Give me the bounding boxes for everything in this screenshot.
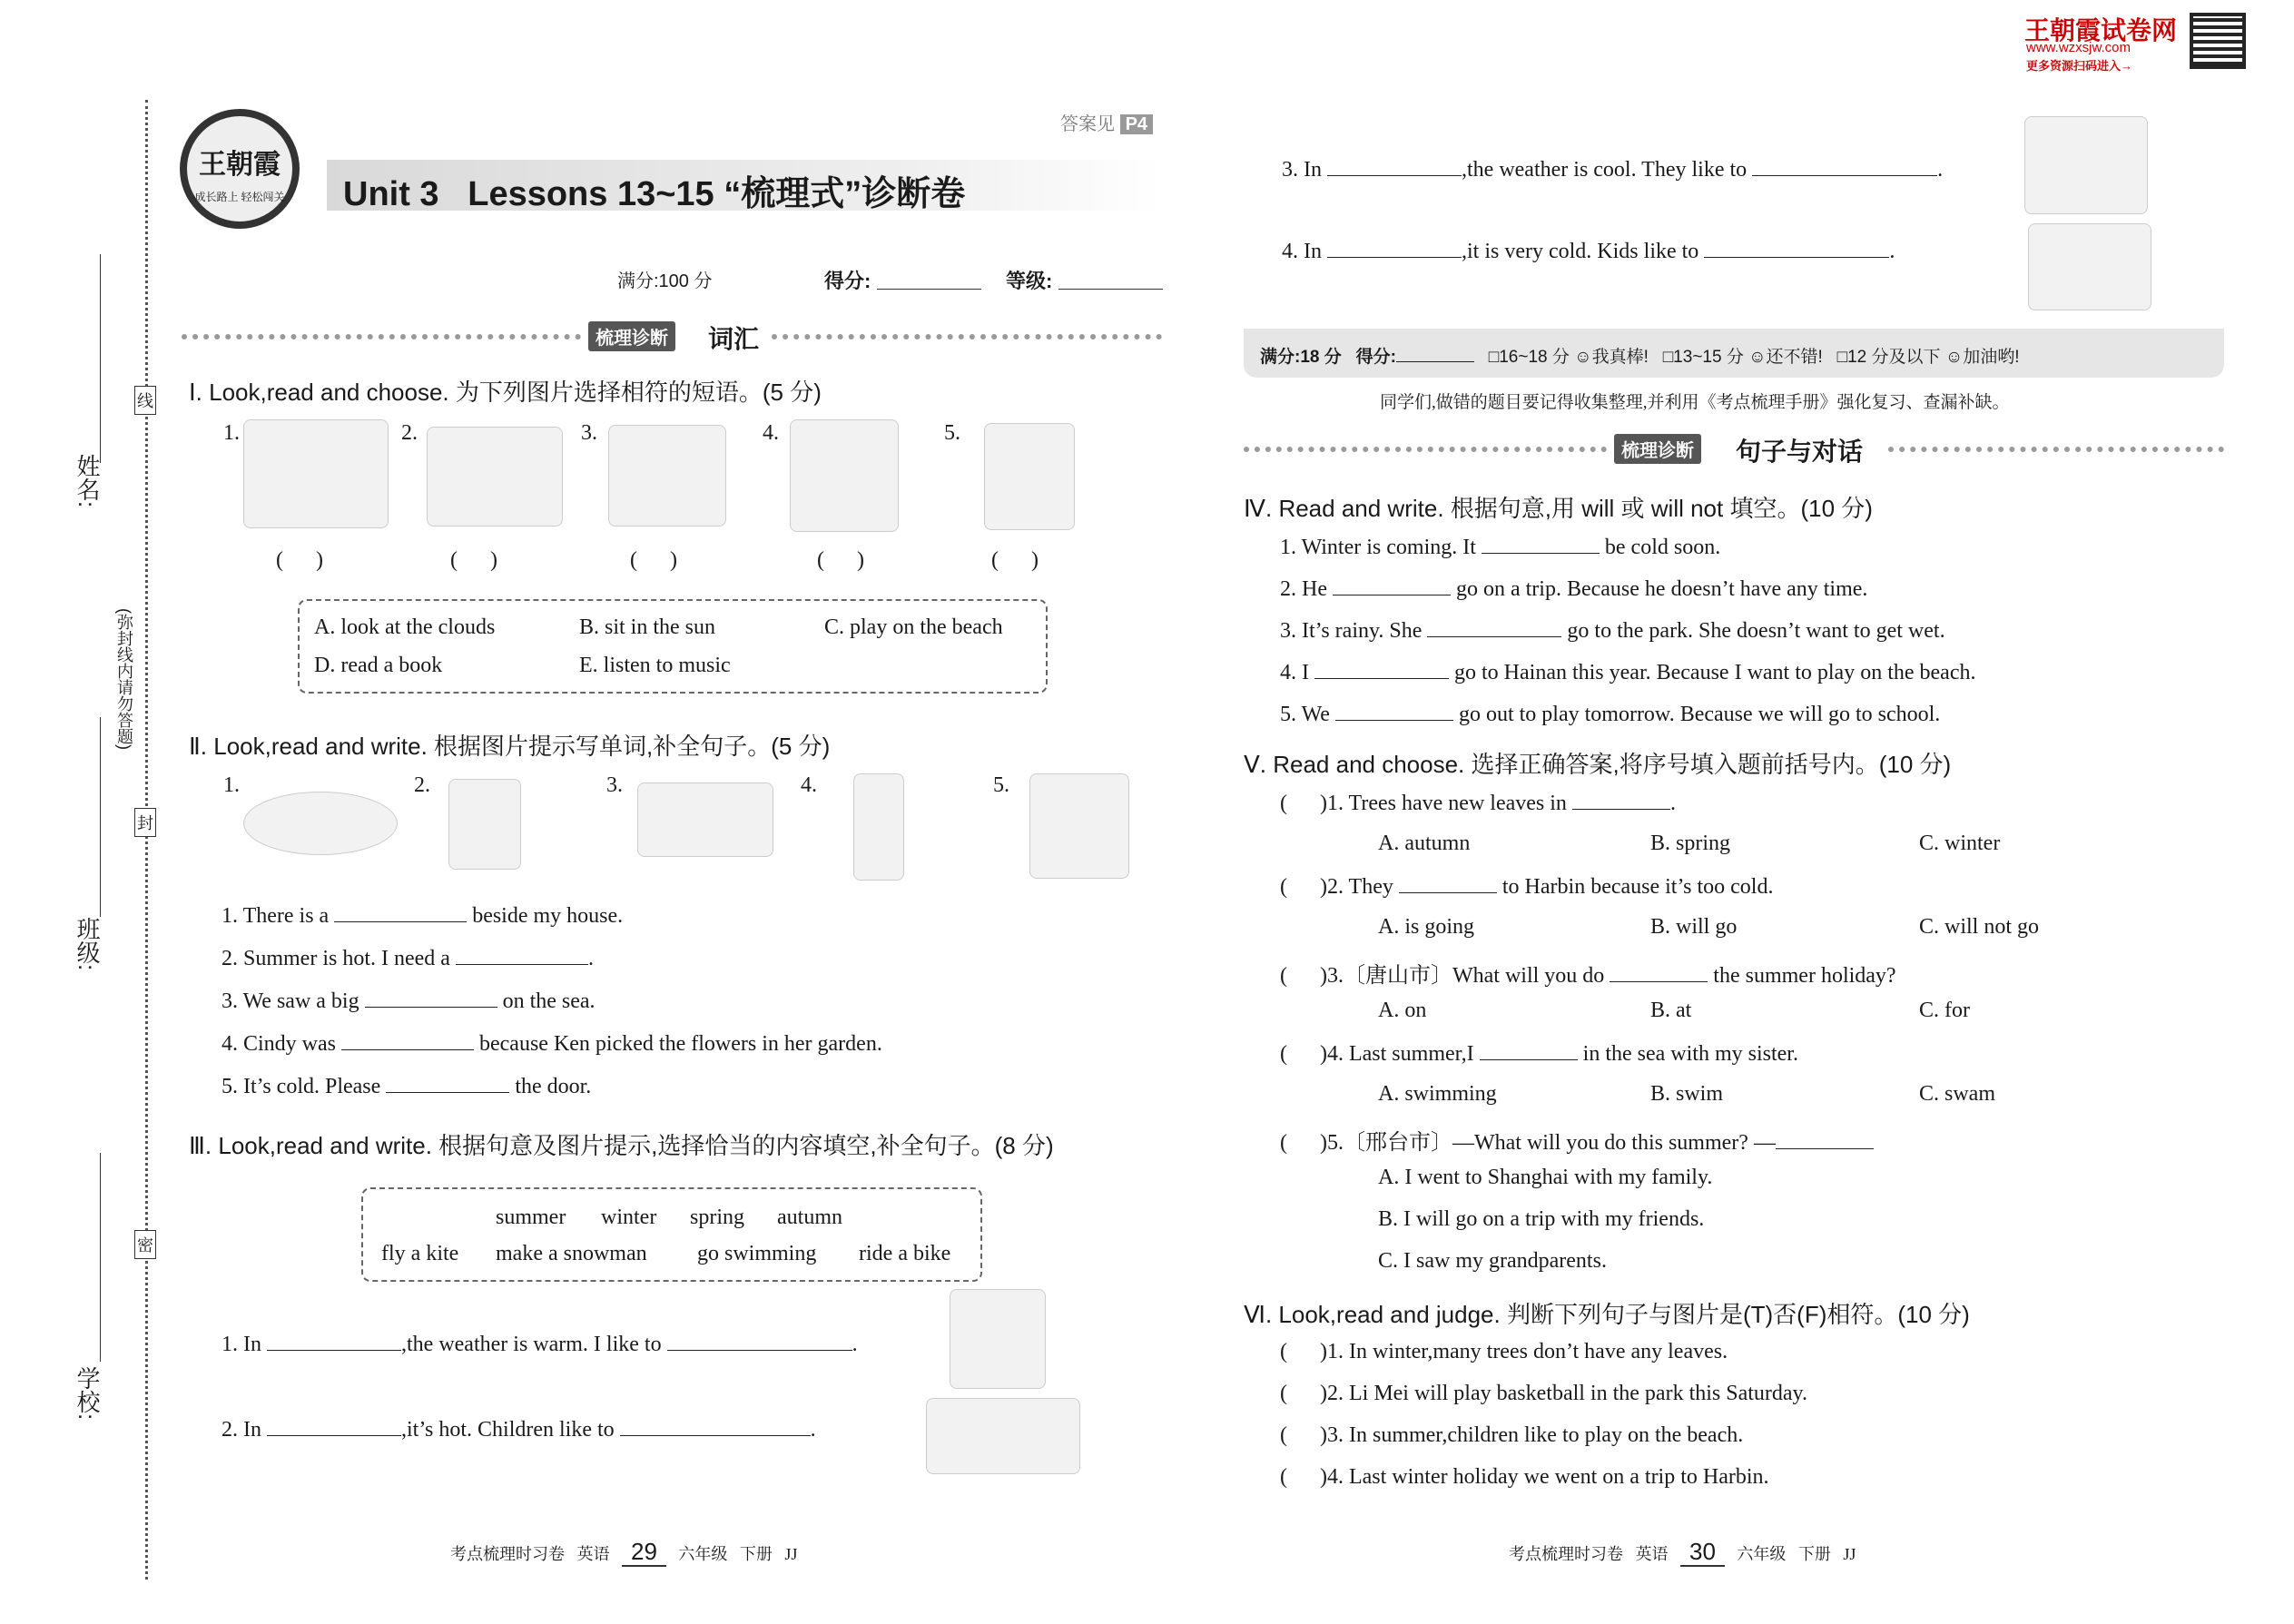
s6-item-3 bbox=[1280, 1423, 1743, 1448]
s5-q3-opt-c: C. for bbox=[1919, 999, 1970, 1022]
footer-right-grade: 六年级 bbox=[1737, 1545, 1787, 1563]
vocab-divider-right bbox=[772, 334, 1162, 340]
s2-item-3-b: on the sea. bbox=[502, 989, 596, 1013]
s1-answer-5[interactable]: ( ) bbox=[991, 548, 1039, 572]
s3-item-3-c: . bbox=[1937, 158, 1944, 182]
s4-item-3 bbox=[1280, 617, 1945, 644]
logo-subtext: 成长路上 轻松闯关 bbox=[194, 191, 285, 203]
s5-q1-opt-b: B. spring bbox=[1650, 832, 1731, 855]
s2-item-2 bbox=[222, 945, 594, 971]
s2-item-4-b: because Ken picked the flowers in her garden. bbox=[479, 1032, 882, 1056]
s5-q5-opt-b: B. I will go on a trip with my friends. bbox=[1378, 1207, 1705, 1231]
s3-word-box bbox=[361, 1187, 982, 1282]
grade-label: 等级: bbox=[1006, 270, 1053, 292]
s1-answer-1[interactable]: ( ) bbox=[276, 548, 323, 572]
footer-right-book: 考点梳理时习卷 bbox=[1509, 1545, 1623, 1563]
tier-2-label[interactable]: □13~15 分 bbox=[1662, 348, 1744, 367]
s4-item-4-a: 4. I bbox=[1280, 661, 1309, 684]
s4-item-2 bbox=[1280, 576, 1867, 602]
s3-blank-1b[interactable] bbox=[667, 1331, 852, 1351]
angry-girl-picture bbox=[853, 773, 904, 881]
s1-option-e: E. listen to music bbox=[579, 654, 731, 677]
s2-num-5: 5. bbox=[993, 773, 1009, 797]
answer-page-badge: P4 bbox=[1120, 114, 1153, 134]
s5-q3-a: 3.〔唐山市〕What will you do bbox=[1326, 964, 1605, 988]
s5-q5-opt-a: A. I went to Shanghai with my family. bbox=[1378, 1166, 1713, 1189]
name-line bbox=[100, 254, 101, 463]
s3-word-winter: winter bbox=[601, 1206, 657, 1229]
s2-item-3-a: 3. We saw a big bbox=[222, 989, 359, 1013]
score-bar-note: 同学们,做错的题目要记得收集整理,并利用《考点梳理手册》强化复习、查漏补缺。 bbox=[1380, 393, 2010, 412]
s3-word-spring: spring bbox=[690, 1206, 744, 1229]
s5-q1-b: . bbox=[1669, 792, 1676, 815]
s2-num-2: 2. bbox=[414, 773, 430, 797]
s6-paren-2[interactable]: ( ) bbox=[1280, 1382, 1327, 1405]
s4-blank-4[interactable] bbox=[1314, 659, 1449, 679]
s3-item-1-b: ,the weather is warm. I like to bbox=[401, 1333, 662, 1356]
brand-logo: 王朝霞试卷网 bbox=[2024, 16, 2178, 44]
bike-picture bbox=[950, 1289, 1046, 1389]
s5-paren-2[interactable]: ( ) bbox=[1280, 875, 1327, 899]
s4-blank-3[interactable] bbox=[1427, 617, 1561, 637]
s2-num-3: 3. bbox=[606, 773, 623, 797]
s4-item-5-a: 5. We bbox=[1280, 703, 1330, 726]
s5-q1-a: 1. Trees have new leaves in bbox=[1326, 792, 1567, 815]
s6-paren-4[interactable]: ( ) bbox=[1280, 1465, 1327, 1489]
s4-item-3-b: go to the park. She doesn’t want to get wet. bbox=[1567, 619, 1945, 643]
s6-item-4 bbox=[1280, 1465, 1769, 1490]
logo-text: 王朝霞 bbox=[199, 150, 281, 180]
section-3-title: Ⅲ. Look,read and write. 根据句意及图片提示,选择恰当的内容填空,补全句子。(8 分) bbox=[189, 1132, 1054, 1159]
s6-item-2 bbox=[1280, 1382, 1807, 1406]
brand-url: www.wzxsjw.com bbox=[2026, 40, 2132, 55]
tier-3-label[interactable]: □12 分及以下 bbox=[1836, 348, 1941, 367]
s5-q3-b: the summer holiday? bbox=[1713, 964, 1896, 988]
s5-blank-3[interactable] bbox=[1610, 962, 1708, 982]
music-picture bbox=[608, 425, 726, 527]
s5-q4-opt-a: A. swimming bbox=[1378, 1082, 1497, 1106]
s5-q4-opt-b: B. swim bbox=[1650, 1082, 1724, 1106]
s1-option-a: A. look at the clouds bbox=[314, 615, 496, 639]
s5-q3-opt-b: B. at bbox=[1650, 999, 1692, 1022]
sentence-title: 句子与对话 bbox=[1736, 438, 1864, 466]
school-line bbox=[100, 1153, 101, 1362]
footer-right-term: 下册 bbox=[1797, 1545, 1831, 1563]
qr-code-icon bbox=[2190, 13, 2246, 69]
s3-blank-2a[interactable] bbox=[267, 1416, 401, 1436]
s2-blank-3[interactable] bbox=[365, 988, 497, 1008]
full-score: 满分:100 分 bbox=[617, 271, 713, 291]
s3-item-3-a: 3. In bbox=[1282, 158, 1322, 182]
s2-num-4: 4. bbox=[801, 773, 817, 797]
s1-answer-3[interactable]: ( ) bbox=[630, 548, 677, 572]
ship-picture bbox=[637, 782, 773, 857]
smile-icon: ☺ bbox=[1574, 348, 1592, 367]
seal-mark-3: 密 bbox=[134, 1230, 156, 1259]
s2-num-1: 1. bbox=[223, 773, 240, 797]
s2-item-5-b: the door. bbox=[515, 1075, 592, 1098]
s2-item-5 bbox=[222, 1073, 591, 1099]
score-bar-row bbox=[1260, 343, 2020, 368]
s5-q1-opt-c: C. winter bbox=[1919, 832, 2001, 855]
s5-paren-1[interactable]: ( ) bbox=[1280, 792, 1327, 815]
logo-emblem bbox=[180, 109, 300, 229]
s5-q1-opt-a: A. autumn bbox=[1378, 832, 1471, 855]
seal-mark-1: 线 bbox=[134, 386, 156, 415]
snowman-picture bbox=[2028, 223, 2151, 310]
s5-q1 bbox=[1280, 790, 1676, 816]
s4-blank-5[interactable] bbox=[1335, 701, 1453, 721]
s3-item-2 bbox=[222, 1416, 816, 1442]
s2-item-3 bbox=[222, 988, 596, 1014]
footer-left-grade: 六年级 bbox=[678, 1545, 728, 1563]
s3-item-2-b: ,it’s hot. Children like to bbox=[401, 1418, 615, 1442]
s1-num-5: 5. bbox=[944, 421, 960, 445]
s4-item-5-b: go out to play tomorrow. Because we will go to school. bbox=[1458, 703, 1941, 726]
vocab-badge: 梳理诊断 bbox=[588, 321, 675, 351]
seal-note: (弥封线内请勿答题) bbox=[115, 608, 133, 750]
swimming-picture bbox=[926, 1398, 1080, 1474]
s2-item-4 bbox=[222, 1030, 882, 1057]
s5-blank-1[interactable] bbox=[1572, 790, 1670, 810]
tier-3-text: 加油哟! bbox=[1963, 348, 2020, 367]
beach-picture bbox=[243, 419, 389, 528]
section-1-title: Ⅰ. Look,read and choose. 为下列图片选择相符的短语。(5 分) bbox=[189, 379, 822, 406]
s4-item-2-a: 2. He bbox=[1280, 577, 1327, 601]
s5-q2-a: 2. They bbox=[1326, 875, 1393, 899]
tier-2-text: 还不错! bbox=[1766, 348, 1823, 367]
s5-q4-b: in the sea with my sister. bbox=[1582, 1042, 1798, 1066]
answer-ref bbox=[1060, 109, 1153, 135]
s2-blank-5[interactable] bbox=[386, 1073, 509, 1093]
class-line bbox=[100, 717, 101, 917]
s5-blank-4[interactable] bbox=[1480, 1040, 1578, 1060]
lake-picture bbox=[243, 792, 398, 855]
s5-q4-opt-c: C. swam bbox=[1919, 1082, 1995, 1106]
s2-blank-2[interactable] bbox=[456, 945, 588, 965]
s5-q2-b: to Harbin because it’s too cold. bbox=[1501, 875, 1774, 899]
page-number-right: 30 bbox=[1680, 1538, 1725, 1567]
section-6-title: Ⅵ. Look,read and judge. 判断下列句子与图片是(T)否(F)相符。(10 分) bbox=[1244, 1301, 1970, 1328]
s1-answer-4[interactable]: ( ) bbox=[817, 548, 864, 572]
s3-item-2-a: 2. In bbox=[222, 1418, 261, 1442]
s4-item-3-a: 3. It’s rainy. She bbox=[1280, 619, 1423, 643]
s5-blank-2[interactable] bbox=[1399, 873, 1497, 893]
s3-word-autumn: autumn bbox=[777, 1206, 842, 1229]
footer-left-book: 考点梳理时习卷 bbox=[450, 1545, 565, 1563]
s5-paren-5[interactable]: ( ) bbox=[1280, 1131, 1327, 1155]
s1-num-2: 2. bbox=[401, 421, 418, 445]
s1-num-4: 4. bbox=[763, 421, 779, 445]
s4-item-1-b: be cold soon. bbox=[1604, 536, 1721, 559]
s5-q2-opt-a: A. is going bbox=[1378, 915, 1475, 939]
s3-item-4-a: 4. In bbox=[1282, 240, 1322, 263]
sentence-divider-right bbox=[1888, 447, 2224, 452]
s2-item-2-a: 2. Summer is hot. I need a bbox=[222, 947, 450, 970]
s4-blank-1[interactable] bbox=[1482, 534, 1600, 554]
vocab-divider-left bbox=[182, 334, 581, 340]
s2-item-2-b: . bbox=[587, 947, 594, 970]
s6-item-4-text: 4. Last winter holiday we went on a trip to Harbin. bbox=[1326, 1465, 1769, 1489]
s2-blank-4[interactable] bbox=[341, 1030, 474, 1050]
s5-q5 bbox=[1280, 1124, 1874, 1156]
kite-picture bbox=[2024, 116, 2148, 214]
s5-q2 bbox=[1280, 873, 1773, 900]
sun-picture bbox=[790, 419, 899, 532]
clouds-picture bbox=[427, 427, 563, 527]
s2-item-1-b: beside my house. bbox=[472, 904, 624, 928]
s3-item-4-b: ,it is very cold. Kids like to bbox=[1462, 240, 1699, 263]
score-bar-full: 满分:18 分 bbox=[1260, 348, 1342, 367]
fan-picture bbox=[448, 779, 521, 870]
s2-item-4-a: 4. Cindy was bbox=[222, 1032, 336, 1056]
tier-1-label[interactable]: □16~18 分 bbox=[1488, 348, 1570, 367]
s3-word-swimming: go swimming bbox=[697, 1242, 817, 1265]
vocab-title: 词汇 bbox=[708, 325, 760, 353]
s5-q3-opt-a: A. on bbox=[1378, 999, 1427, 1022]
sentence-divider-left bbox=[1244, 447, 1607, 452]
s3-item-3 bbox=[1282, 156, 1943, 182]
s5-q5-opt-c: C. I saw my grandparents. bbox=[1378, 1249, 1607, 1273]
s3-word-summer: summer bbox=[496, 1206, 566, 1229]
s3-blank-1a[interactable] bbox=[267, 1331, 401, 1351]
door-picture bbox=[1029, 773, 1129, 879]
footer-left-subject: 英语 bbox=[576, 1545, 610, 1563]
score-bar-score: 得分: bbox=[1355, 348, 1396, 367]
book-picture bbox=[984, 423, 1075, 530]
school-label: 学校: bbox=[74, 1366, 101, 1421]
section-5-title: Ⅴ. Read and choose. 选择正确答案,将序号填入题前括号内。(10 分) bbox=[1244, 751, 1952, 778]
s3-item-1 bbox=[222, 1331, 858, 1357]
s1-num-1: 1. bbox=[223, 421, 240, 445]
s6-item-1-text: 1. In winter,many trees don’t have any leaves. bbox=[1326, 1340, 1728, 1363]
score-line bbox=[877, 289, 981, 290]
s5-q2-opt-b: B. will go bbox=[1650, 915, 1738, 939]
class-label: 班级: bbox=[74, 917, 101, 971]
s6-item-3-text: 3. In summer,children like to play on the beach. bbox=[1326, 1423, 1744, 1447]
section-4-title: Ⅳ. Read and write. 根据句意,用 will 或 will not 填空。(10 分) bbox=[1244, 495, 1873, 522]
score-label: 得分: bbox=[824, 270, 871, 292]
s5-q3 bbox=[1280, 957, 1896, 989]
s3-blank-4b[interactable] bbox=[1704, 238, 1889, 258]
footer-left-term: 下册 bbox=[739, 1545, 773, 1563]
score-bar-blank[interactable] bbox=[1396, 348, 1474, 362]
s5-q4 bbox=[1280, 1040, 1798, 1067]
s5-blank-5[interactable] bbox=[1776, 1129, 1874, 1149]
s3-item-2-c: . bbox=[810, 1418, 816, 1442]
footer-right bbox=[1509, 1538, 1856, 1566]
s2-blank-1[interactable] bbox=[334, 902, 467, 922]
footer-right-subject: 英语 bbox=[1635, 1545, 1669, 1563]
content-face-icon: ☺ bbox=[1748, 348, 1767, 367]
s1-answer-2[interactable]: ( ) bbox=[450, 548, 497, 572]
sentence-badge: 梳理诊断 bbox=[1614, 434, 1701, 464]
footer-left-edition: JJ bbox=[784, 1545, 798, 1563]
s3-item-1-c: . bbox=[852, 1333, 858, 1356]
s3-word-fly-kite: fly a kite bbox=[381, 1242, 459, 1265]
s1-num-3: 3. bbox=[581, 421, 597, 445]
s4-item-4 bbox=[1280, 659, 1976, 685]
footer-right-edition: JJ bbox=[1843, 1545, 1856, 1563]
s3-item-4-c: . bbox=[1889, 240, 1895, 263]
s3-blank-3b[interactable] bbox=[1752, 156, 1937, 176]
s3-word-bike: ride a bike bbox=[859, 1242, 951, 1265]
s3-word-snowman: make a snowman bbox=[496, 1242, 647, 1265]
name-label: 姓名: bbox=[74, 454, 101, 508]
brand-sub: 更多资源扫码进入→ bbox=[2026, 59, 2133, 73]
s4-item-1-a: 1. Winter is coming. It bbox=[1280, 536, 1476, 559]
tier-1-text: 我真棒! bbox=[1591, 348, 1649, 367]
s4-blank-2[interactable] bbox=[1333, 576, 1451, 595]
s3-item-3-b: ,the weather is cool. They like to bbox=[1462, 158, 1748, 182]
s5-q5-a: 5.〔邢台市〕—What will you do this summer? — bbox=[1326, 1131, 1776, 1155]
answer-ref-text: 答案见 bbox=[1060, 114, 1115, 134]
s1-option-c: C. play on the beach bbox=[824, 615, 1003, 639]
grade-line bbox=[1058, 289, 1163, 290]
s2-item-1 bbox=[222, 902, 623, 929]
binding-line bbox=[145, 100, 148, 1580]
s6-paren-3[interactable]: ( ) bbox=[1280, 1423, 1327, 1447]
page-title: Unit 3 Lessons 13~15 “梳理式”诊断卷 bbox=[343, 175, 966, 213]
s1-option-b: B. sit in the sun bbox=[579, 615, 716, 639]
s3-blank-2b[interactable] bbox=[620, 1416, 811, 1436]
s3-item-4 bbox=[1282, 238, 1895, 264]
footer-left bbox=[450, 1538, 797, 1566]
s5-paren-4[interactable]: ( ) bbox=[1280, 1042, 1327, 1066]
s3-blank-4a[interactable] bbox=[1327, 238, 1462, 258]
s4-item-1 bbox=[1280, 534, 1720, 560]
s6-item-2-text: 2. Li Mei will play basketball in the park this Saturday. bbox=[1326, 1382, 1807, 1405]
s4-item-2-b: go on a trip. Because he doesn’t have any time. bbox=[1455, 577, 1868, 601]
s6-paren-1[interactable]: ( ) bbox=[1280, 1340, 1327, 1363]
s3-blank-3a[interactable] bbox=[1327, 156, 1462, 176]
s2-item-1-a: 1. There is a bbox=[222, 904, 330, 928]
s4-item-4-b: go to Hainan this year. Because I want to play on the beach. bbox=[1454, 661, 1976, 684]
s5-q4-a: 4. Last summer,I bbox=[1326, 1042, 1474, 1066]
seal-mark-2: 封 bbox=[134, 808, 156, 837]
s5-q2-opt-c: C. will not go bbox=[1919, 915, 2040, 939]
s4-item-5 bbox=[1280, 701, 1940, 727]
page-number-left: 29 bbox=[622, 1538, 666, 1567]
s2-item-5-a: 5. It’s cold. Please bbox=[222, 1075, 381, 1098]
s3-item-1-a: 1. In bbox=[222, 1333, 261, 1356]
s1-option-d: D. read a book bbox=[314, 654, 443, 677]
cheer-face-icon: ☺ bbox=[1944, 348, 1964, 367]
s5-paren-3[interactable]: ( ) bbox=[1280, 964, 1327, 988]
section-2-title: Ⅱ. Look,read and write. 根据图片提示写单词,补全句子。(5 分) bbox=[189, 733, 831, 760]
s6-item-1 bbox=[1280, 1340, 1728, 1364]
s1-options-box bbox=[298, 599, 1048, 694]
